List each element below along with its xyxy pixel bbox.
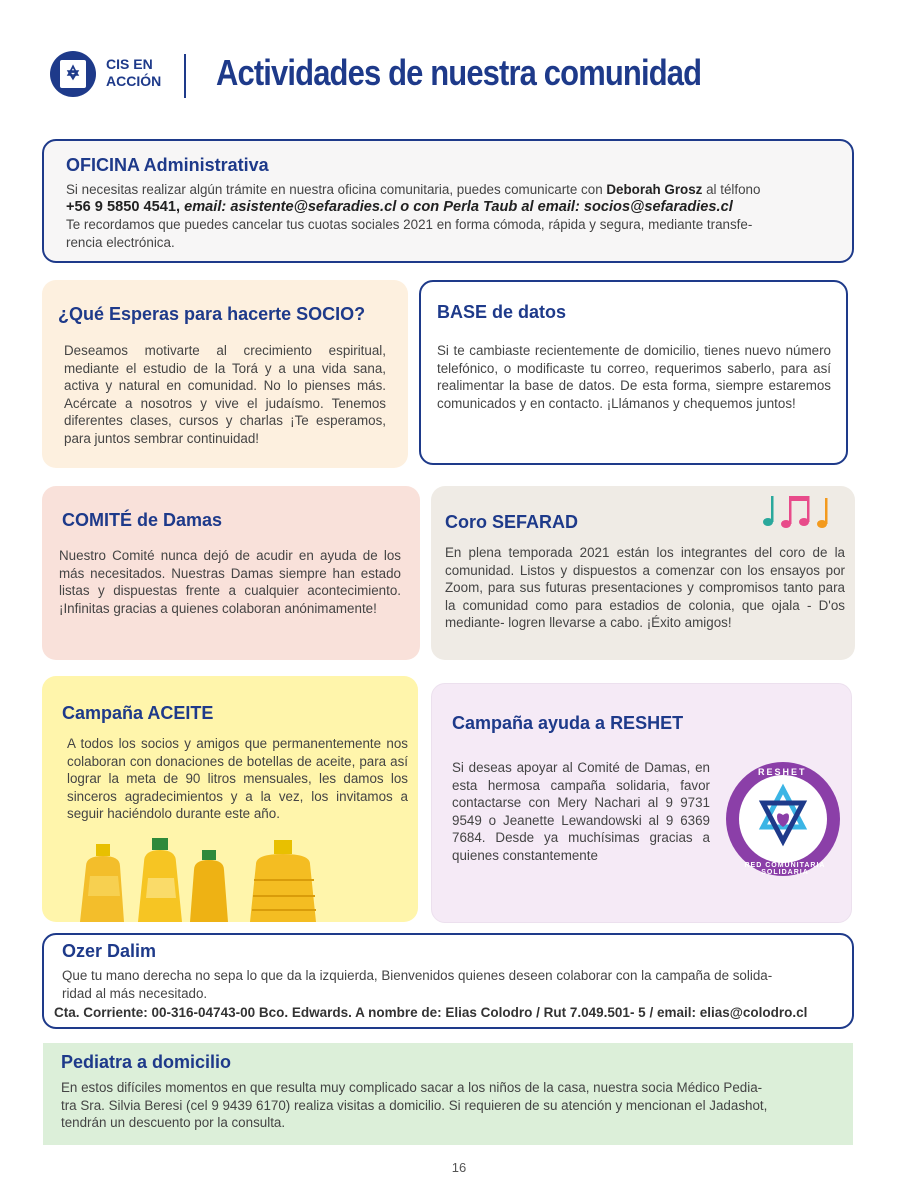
ozer-account: Cta. Corriente: 00-316-04743-00 Bco. Edwards. A nombre de: Elias Colodro / Rut 7.049.501- 5 / email: elias@colodro.cl xyxy=(54,1005,808,1020)
coro-text: En plena temporada 2021 están los integrantes del coro de la comunidad. Listos y dispuestos a comenzar con los ensayos por Zoom, para sus futuras presentaciones y compromisos tanto para la comunidad como para estadios de colonia, que ojala - D'os mediante- logren llevarse a cabo. ¡Éxito amigos! xyxy=(445,545,845,631)
oficina-title: OFICINA Administrativa xyxy=(66,155,269,175)
seal-ring-text: RED COMUNITARIA SOLIDARIA xyxy=(744,862,826,876)
pediatra-box xyxy=(43,1043,853,1145)
aceite-box xyxy=(42,676,418,922)
reshet-title: Campaña ayuda a RESHET xyxy=(452,713,684,733)
star-of-david-icon xyxy=(739,775,827,863)
socio-title: ¿Qué Esperas para hacerte SOCIO? xyxy=(58,304,366,324)
reshet-text: Si deseas apoyar al Comité de Damas, en esta hermosa campaña solidaria, favor contactarse con Mery Nachari al 9 9731 9549 o Jeanette Lewandowski al 9 6369 7684. Desde ya muchísimas gracias a quienes constantemente xyxy=(452,760,710,863)
page-number: 16 xyxy=(451,1160,467,1175)
book-icon xyxy=(60,60,86,88)
damas-text: Nuestro Comité nunca dejó de acudir en ayuda de los más necesitados. Nuestras Damas siempre han estado listas y dispuestas frente a cualquier acontecimiento. ¡Infinitas gracias a quienes colaboran anónimamente! xyxy=(59,548,401,616)
aceite-title: Campaña ACEITE xyxy=(62,703,214,723)
pediatra-title: Pediatra a domicilio xyxy=(61,1052,232,1072)
header-divider xyxy=(184,54,186,98)
ozer-title: Ozer Dalim xyxy=(62,941,157,961)
damas-box xyxy=(42,486,420,660)
section-logo xyxy=(50,51,96,97)
coro-title: Coro SEFARAD xyxy=(445,512,579,532)
pediatra-text: En estos difíciles momentos en que resulta muy complicado sacar a los niños de la casa, nuestra socia Médico Pedia- tra Sra. Silvia Beresi (cel 9 9439 6170) realiza visitas a domicilio. Si requieren de su atención y mencionan el Jadashot, tendrán un descuento por la consulta. xyxy=(61,1080,768,1131)
damas-title: COMITÉ de Damas xyxy=(62,510,223,530)
base-text: Si te cambiaste recientemente de domicilio, tienes nuevo número telefónico, o modificaste tu correo, requerimos saberlo, para así realimentar la base de datos. De esta forma, siempre estaremos comunicados y en contacto. ¡Llámanos y chequemos juntos! xyxy=(437,343,831,411)
socio-box xyxy=(42,280,408,468)
section-label: CIS EN ACCIÓN xyxy=(106,56,162,89)
ozer-text: Que tu mano derecha no sepa lo que da la izquierda, Bienvenidos quienes deseen colaborar con la campaña de solida- ridad al más necesitado. xyxy=(62,968,773,1001)
music-notes-icon xyxy=(760,490,836,530)
ozer-box xyxy=(42,933,854,1029)
page-title: Actividades de nuestra comunidad xyxy=(216,52,702,93)
base-title: BASE de datos xyxy=(437,302,567,322)
oficina-text: Si necesitas realizar algún trámite en nuestra oficina comunitaria, puedes comunicarte con Deborah Grosz al télfono +56 9 5850 4541, email: asistente@sefaradies.cl o con Perla Taub al email: socios@sefaradies.cl Te recordamos que puedes cancelar tus cuotas sociales 2021 en forma cómoda, rápida y segura, mediante transfe- rencia electrónica. xyxy=(66,182,761,250)
oficina-box xyxy=(42,139,854,263)
socio-text: Deseamos motivarte al crecimiento espiritual, mediante el estudio de la Torá y a una vida sana, activa y natural en comunidad. No lo pienses más. Acércate a nosotros y vive el judaísmo. Tenemos diferentes clases, cursos y charlas ¡Te esperamos, para juntos sembrar continuidad! xyxy=(64,343,386,446)
base-box xyxy=(419,280,848,465)
aceite-text: A todos los socios y amigos que permanentemente nos colaboran con donaciones de botellas de aceite, para así lograr la meta de 90 litros mensuales, les damos los sinceros agradecimientos y a la vez, los invitamos a seguir haciéndolo durante este año. xyxy=(67,736,408,822)
oil-bottles-image xyxy=(78,836,368,922)
seal-top-text: RESHET xyxy=(758,767,807,777)
reshet-seal-logo xyxy=(726,762,840,876)
